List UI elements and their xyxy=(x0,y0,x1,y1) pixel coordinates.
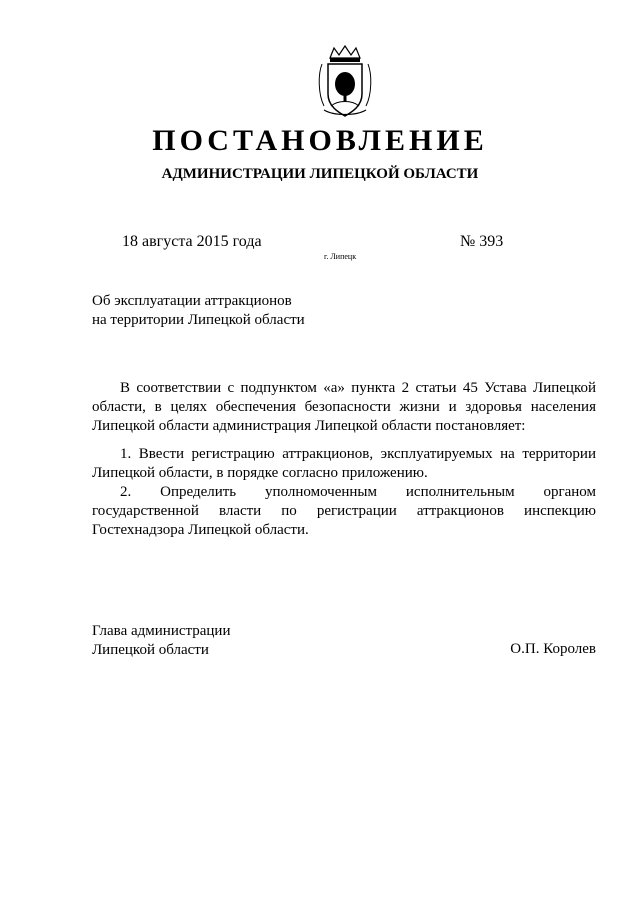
subject-line-2: на территории Липецкой области xyxy=(92,312,305,328)
document-title: ПОСТАНОВЛЕНИЕ xyxy=(152,124,488,157)
signature-name: О.П. Королев xyxy=(510,641,596,657)
signature-position-line-1: Глава администрации xyxy=(92,623,231,639)
signature-position-line-2: Липецкой области xyxy=(92,642,209,658)
document-subject xyxy=(92,292,305,330)
document-subtitle: АДМИНИСТРАЦИИ ЛИПЕЦКОЙ ОБЛАСТИ xyxy=(161,166,479,182)
document-date: 18 августа 2015 года xyxy=(122,233,262,250)
document-number: № 393 xyxy=(460,233,504,250)
body-item-1: 1. Ввести регистрацию аттракционов, эксплуатируемых на территории Липецкой области, в порядке согласно приложению. xyxy=(92,446,596,481)
signature-position xyxy=(92,622,230,660)
coat-of-arms-icon xyxy=(316,44,374,120)
subject-line-1: Об эксплуатации аттракционов xyxy=(92,293,292,309)
body-paragraph-1: В соответствии с подпунктом «а» пункта 2 статьи 45 Устава Липецкой области, в целях обеспечения безопасности жизни и здоровья населения Липецкой области администрация Липецкой области постановляет: xyxy=(92,380,596,434)
document-city: г. Липецк xyxy=(324,252,357,261)
body-item-2: 2. Определить уполномоченным исполнительным органом государственной власти по регистрации аттракционов инспекцию Гостехнадзора Липецкой области. xyxy=(92,484,596,538)
